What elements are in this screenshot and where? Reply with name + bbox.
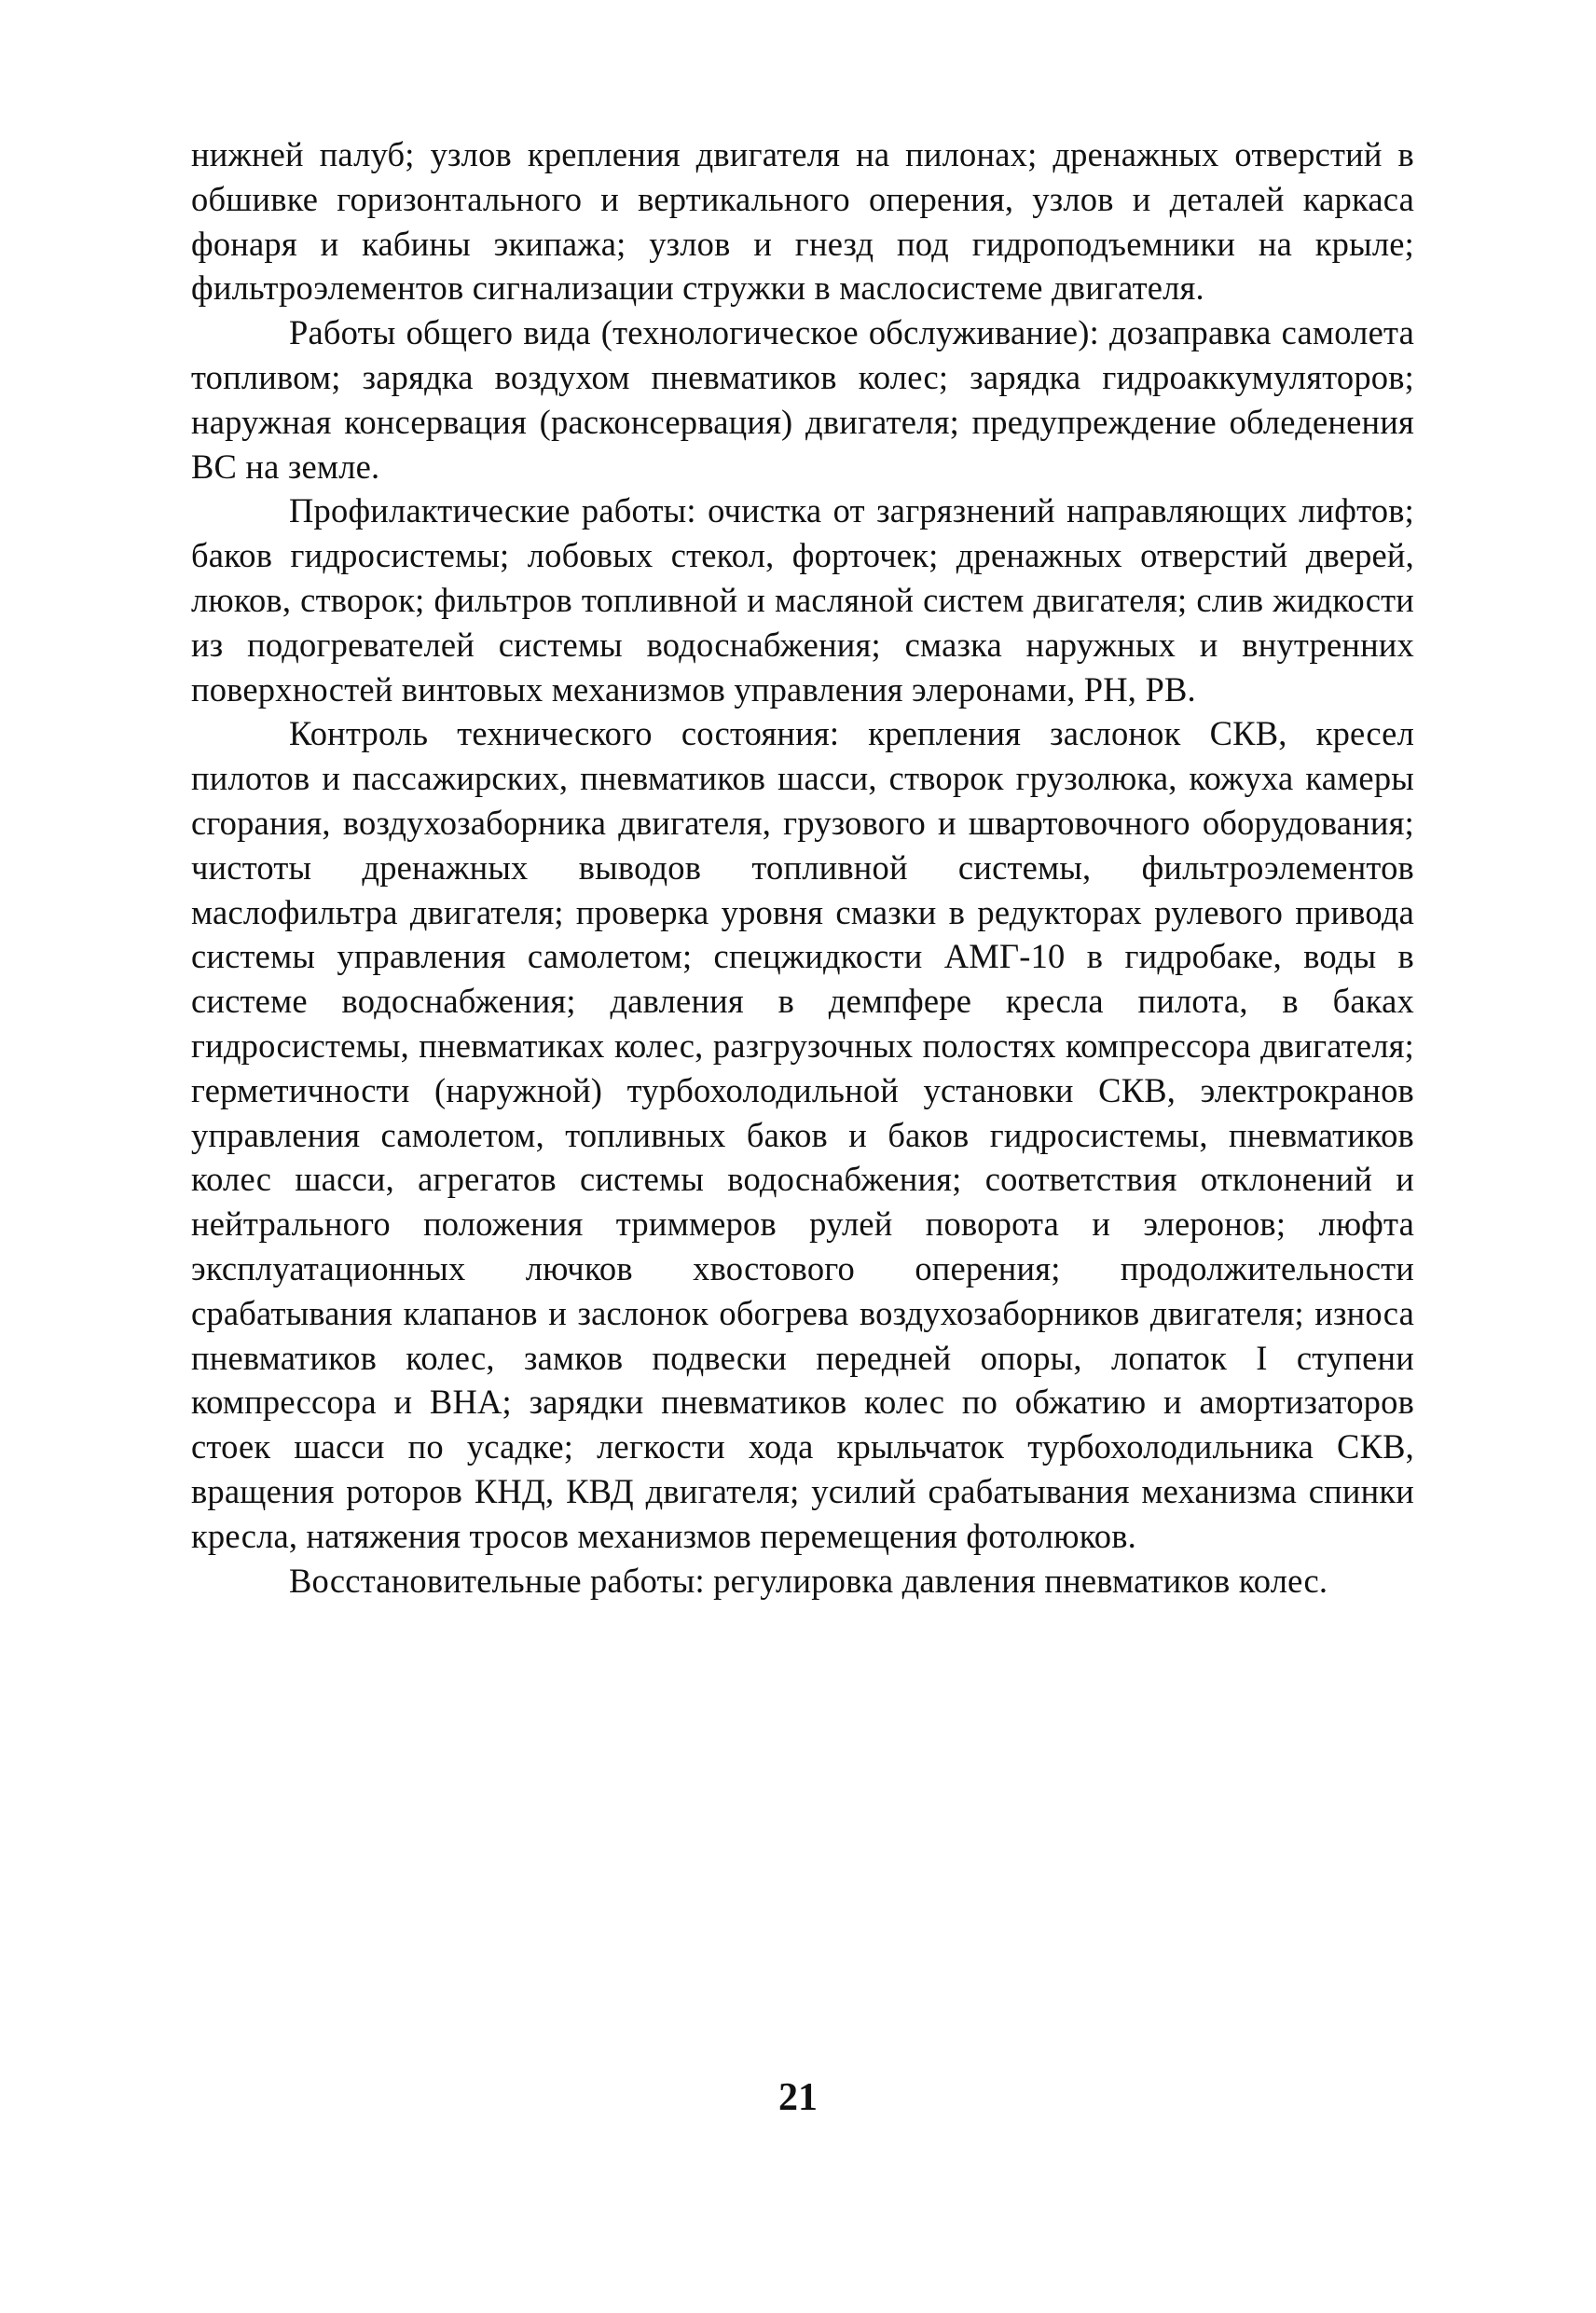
paragraph-general-works: Работы общего вида (технологическое обслуживание): дозаправка самолета топливом; зарядка воздухом пневматиков колес; зарядка гидроаккумуляторов; наружная консервация (расконсервация) двигателя; предупреждение обледенения ВС на земле.: [191, 313, 1414, 486]
paragraph-preventive-works: Профилактические работы: очистка от загрязнений направляющих лифтов; баков гидросистемы; лобовых стекол, форточек; дренажных отверстий дверей, люков, створок; фильтров топливной и масляной систем двигателя; слив жидкости из подогревателей системы водоснабжения; смазка наружных и внутренних поверхностей винтовых механизмов управления элеронами, РН, РВ.: [191, 491, 1414, 709]
paragraph-restoration-works: Восстановительные работы: регулировка давления пневматиков колес.: [289, 1561, 1328, 1600]
body-text: [191, 132, 1414, 1603]
paragraph-technical-control: Контроль технического состояния: крепления заслонок СКВ, кресел пилотов и пассажирских, пневматиков шасси, створок грузолюка, кожуха камеры сгорания, воздухозаборника двигателя, грузового и швартовочного оборудования; чистоты дренажных выводов топливной системы, фильтроэлементов маслофильтра двигателя; проверка уровня смазки в редукторах рулевого привода системы управления самолетом; спецжидкости АМГ-10 в гидробаке, воды в системе водоснабжения; давления в демпфере кресла пилота, в баках гидросистемы, пневматиках колес, разгрузочных полостях компрессора двигателя; герметичности (наружной) турбохолодильной установки СКВ, электрокранов управления самолетом, топливных баков и баков гидросистемы, пневматиков колес шасси, агрегатов системы водоснабжения; соответствия отклонений и нейтрального положения триммеров рулей поворота и элеронов; люфта эксплуатационных лючков хвостового оперения; продолжительности срабатывания клапанов и заслонок обогрева воздухозаборников двигателя; износа пневматиков колес, замков подвески передней опоры, лопаток I ступени компрессора и ВНА; зарядки пневматиков колес по обжатию и амортизаторов стоек шасси по усадке; легкости хода крыльчаток турбохолодильника СКВ, вращения роторов КНД, КВД двигателя; усилий срабатывания механизма спинки кресла, натяжения тросов механизмов перемещения фотолюков.: [191, 714, 1414, 1555]
page-number: 21: [778, 2076, 818, 2119]
paragraph-continuation: нижней палуб; узлов крепления двигателя на пилонах; дренажных отверстий в обшивке горизонтального и вертикального оперения, узлов и деталей каркаса фонаря и кабины экипажа; узлов и гнезд под гидроподъемники на крыле; фильтроэлементов сигнализации стружки в маслосистеме двигателя.: [191, 135, 1414, 308]
